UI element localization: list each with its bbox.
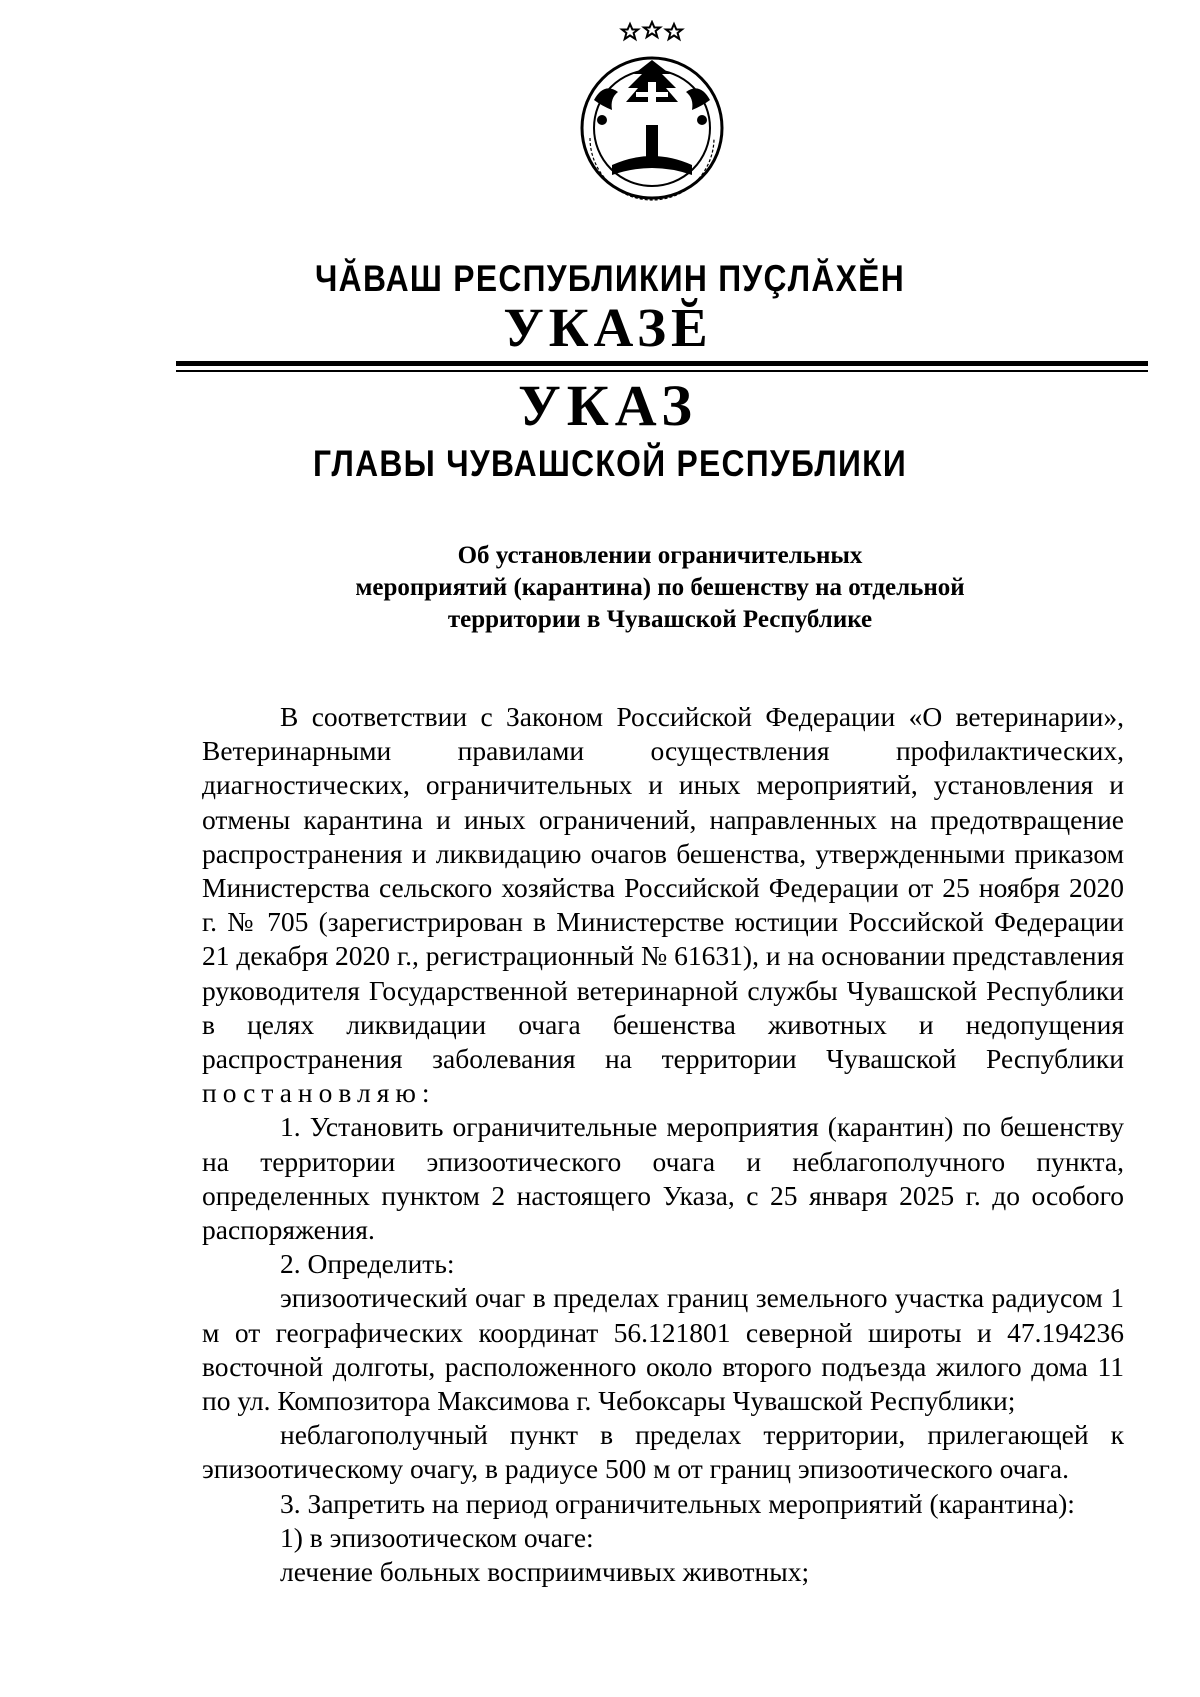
item-3-sub-1-a-paragraph: лечение больных восприимчивых животных; bbox=[280, 1556, 810, 1588]
item-3-sub-1-paragraph: 1) в эпизоотическом очаге: bbox=[280, 1521, 594, 1553]
document-title bbox=[230, 540, 1090, 636]
document-title-line: Об установлении ограничительных bbox=[457, 542, 863, 569]
document-body bbox=[202, 700, 1124, 1589]
document-title-line: мероприятий (карантина) по бешенству на отдельной bbox=[355, 574, 965, 601]
coat-of-arms-emblem bbox=[572, 20, 732, 220]
item-2-focus-paragraph: эпизоотический очаг в пределах границ земельного участка радиусом 1 м от географических координат 56.121801 северной широты и 47.194236 восточной долготы, расположенного около второго подъезда жилого дома 11 по ул. Композитора Максимова г. Чебоксары Чувашской Республики; bbox=[202, 1282, 1124, 1417]
header-divider-thick bbox=[176, 361, 1148, 366]
document-title-line: территории в Чувашской Республике bbox=[447, 606, 873, 633]
item-2-paragraph: 2. Определить: bbox=[280, 1248, 455, 1280]
item-1-paragraph: 1. Установить ограничительные мероприятия (карантин) по бешенству на территории эпизоотического очага и неблагополучного пункта, определенных пунктом 2 настоящего Указа, с 25 января 2025 г. до особого распоряжения. bbox=[202, 1111, 1124, 1246]
chuvash-decree-heading: УКАЗĔ bbox=[503, 297, 713, 358]
resolve-word: постановляю: bbox=[202, 1077, 436, 1109]
russian-decree-heading: УКАЗ bbox=[518, 373, 698, 438]
preamble-text: В соответствии с Законом Российской Федерации «О ветеринарии», Ветеринарными правилами осуществления профилактических, диагностических, ограничительных и иных мероприятий, установления и отмены карантина и иных ограничений, направленных на предотвращение распространения и ликвидацию очагов бешенства, утвержденными приказом Министерства сельского хозяйства Российской Федерации от 25 ноября 2020 г. № 705 (зарегистрирован в Министерстве юстиции Российской Федерации 21 декабря 2020 г., регистрационный № 61631), и на основании представления руководителя Государственной ветеринарной службы Чувашской Республики в целях ликвидации очага бешенства животных и недопущения распространения заболевания на территории Чувашской Республики bbox=[202, 701, 1124, 1075]
item-3-paragraph: 3. Запретить на период ограничительных мероприятий (карантина): bbox=[280, 1487, 1075, 1519]
item-2-point-paragraph: неблагополучный пункт в пределах территории, прилегающей к эпизоотическому очагу, в радиусе 500 м от границ эпизоотического очага. bbox=[202, 1419, 1124, 1485]
preamble-paragraph bbox=[202, 700, 1124, 1110]
chuvash-authority-heading: ЧĂВАШ РЕСПУБЛИКИН ПУÇЛĂХĔН bbox=[315, 258, 905, 299]
russian-authority-heading: ГЛАВЫ ЧУВАШСКОЙ РЕСПУБЛИКИ bbox=[312, 443, 908, 484]
